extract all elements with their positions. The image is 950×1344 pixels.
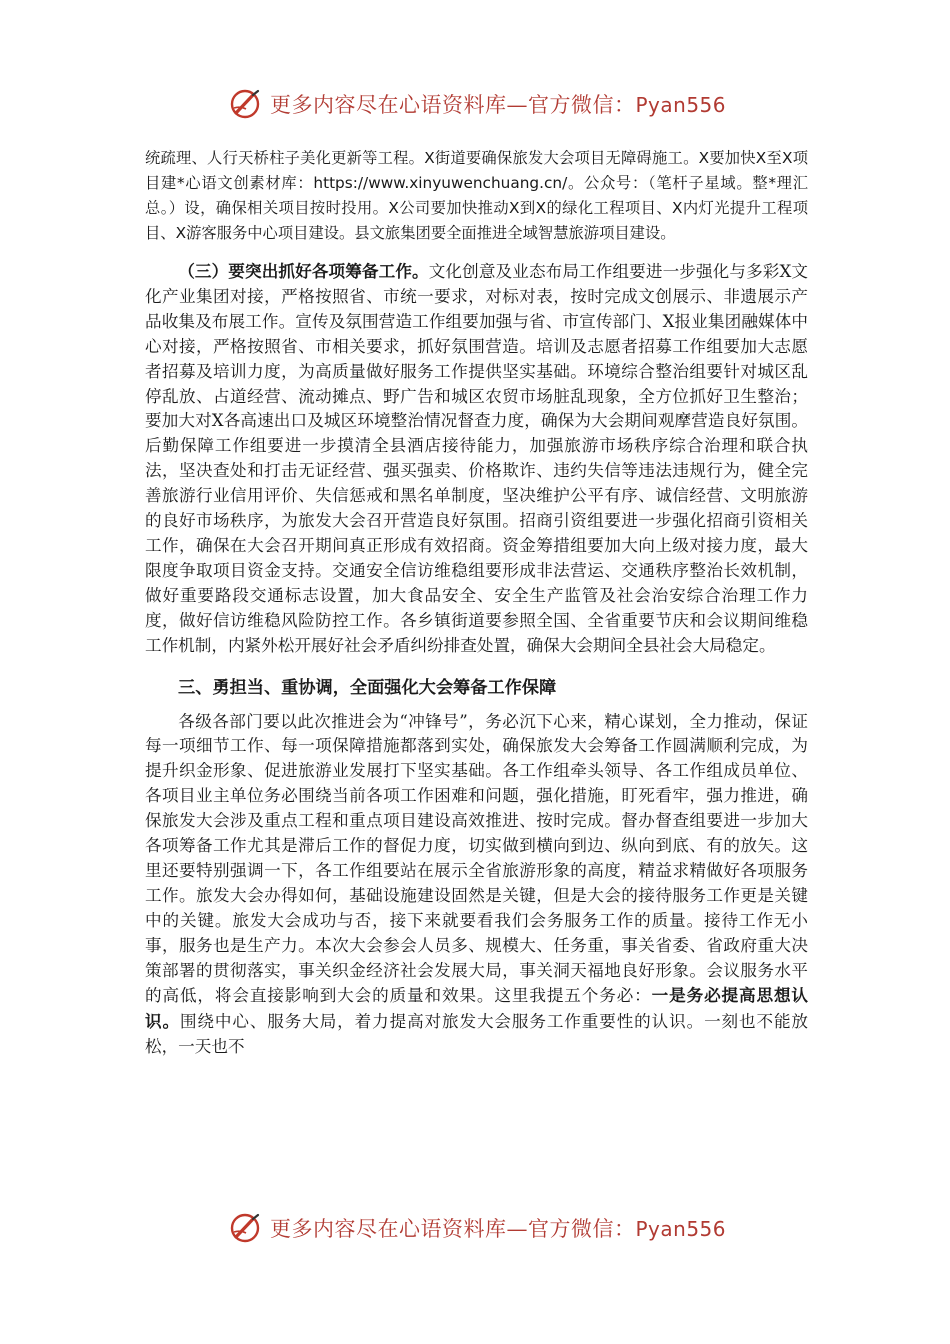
paragraph-text: 文化创意及业态布局工作组要进一步强化与多彩X文化产业集团对接，严格按照省、市统一要求，对标对表，按时完成文创展示、非遗展示产品收集及布展工作。宣传及氛围营造工作组要加强与省、市宣传部门、X报业集团融媒体中心对接，严格按照省、市相关要求，抓好氛围营造。培训及志愿者招募工作组要加大志愿者招募及培训力度，为高质量做好服务工作提供坚实基础。环境综合整治组要针对城区乱停乱放、占道经营、流动摊点、野广告和城区农贸市场脏乱现象，全方位抓好卫生整治；要加大对X各高速出口及城区环境整治情况督查力度，确保为大会期间观摩营造良好氛围。后勤保障工作组要进一步摸清全县酒店接待能力，加强旅游市场秩序综合治理和联合执法，坚决查处和打击无证经营、强买强卖、价格欺诈、违约失信等违法违规行为，健全完善旅游行业信用评价、失信惩戒和黑名单制度，坚决维护公平有序、诚信经营、文明旅游的良好市场秩序，为旅发大会召开营造良好氛围。招商引资组要进一步强化招商引资相关工作，确保在大会召开期间真正形成有效招商。资金筹措组要加大向上级对接力度，最大限度争取项目资金支持。交通安全信访维稳组要形成非法营运、交通秩序整治长效机制，做好重要路段交通标志设置，加大食品安全、安全生产监管及社会治安综合治理工作力度，做好信访维稳风险防控工作。各乡镇街道要参照全国、全省重要节庆和会议期间维稳工作机制，内紧外松开展好社会矛盾纠纷排查处置，确保大会期间全县社会大局稳定。: [145, 262, 809, 655]
header-watermark-banner: [228, 84, 728, 124]
pen-logo-icon: [228, 86, 264, 122]
paragraph-text: 各级各部门要以此次推进会为“冲锋号”，务必沉下心来，精心谋划，全力推动，保证每一项细节工作、每一项保障措施都落到实处，确保旅发大会筹备工作圆满顺利完成，为提升织金形象、促进旅游业发展打下坚实基础。各工作组牵头领导、各工作组成员单位、各项目业主单位务必围绕当前各项工作困难和问题，强化措施，盯死看牢，强力推进，确保旅发大会涉及重点工程和重点项目建设高效推进、按时完成。督办督查组要进一步加大各项筹备工作尤其是滞后工作的督促力度，切实做到横向到边、纵向到底、有的放矢。这里还要特别强调一下，各工作组要站在展示全省旅游形象的高度，精益求精做好各项服务工作。旅发大会办得如何，基础设施建设固然是关键，但是大会的接待服务工作更是关键中的关键。旅发大会成功与否，接下来就要看我们会务服务工作的质量。接待工作无小事，服务也是生产力。本次大会参会人员多、规模大、任务重，事关省委、省政府重大决策部署的贯彻落实，事关织金经济社会发展大局，事关洞天福地良好形象。会议服务水平的高低，将会直接影响到大会的质量和效果。这里我提五个务必：: [145, 711, 808, 1006]
document-body: [145, 146, 808, 1060]
paragraph-section-guarantee: [145, 710, 808, 1061]
section-heading: 三、勇担当、重协调，全面强化大会筹备工作保障: [178, 677, 557, 698]
banner-wechat-id: Pyan556: [635, 1217, 727, 1241]
banner-wechat-id: Pyan556: [635, 93, 727, 117]
paragraph-lead-heading: （三）要突出抓好各项筹备工作。: [178, 261, 429, 281]
paragraph-bold-point: 一是务必提高思想认识。: [145, 985, 809, 1032]
paragraph-text-tail: 围绕中心、服务大局，着力提高对旅发大会服务工作重要性的认识。一刻也不能放松，一天也不: [145, 1012, 809, 1057]
paragraph-continued: 统疏理、人行天桥柱子美化更新等工程。X街道要确保旅发大会项目无障碍施工。X要加快X至X项目建*心语文创素材库：https://www.xinyuwenchuang.cn/。公众号：（笔杆子星域。整*理汇总。）设，确保相关项目按时投用。X公司要加快推动X到X的绿化工程项目、X内灯光提升工程项目、X游客服务中心项目建设。县文旅集团要全面推进全域智慧旅游项目建设。: [145, 149, 808, 242]
paragraph-section-three: [145, 259, 808, 659]
footer-watermark-banner: [228, 1208, 728, 1248]
banner-text: 更多内容尽在心语资料库—官方微信：Pyan556: [270, 1217, 727, 1241]
pen-logo-icon: [228, 1210, 264, 1246]
banner-text: 更多内容尽在心语资料库—官方微信：Pyan556: [270, 93, 727, 117]
